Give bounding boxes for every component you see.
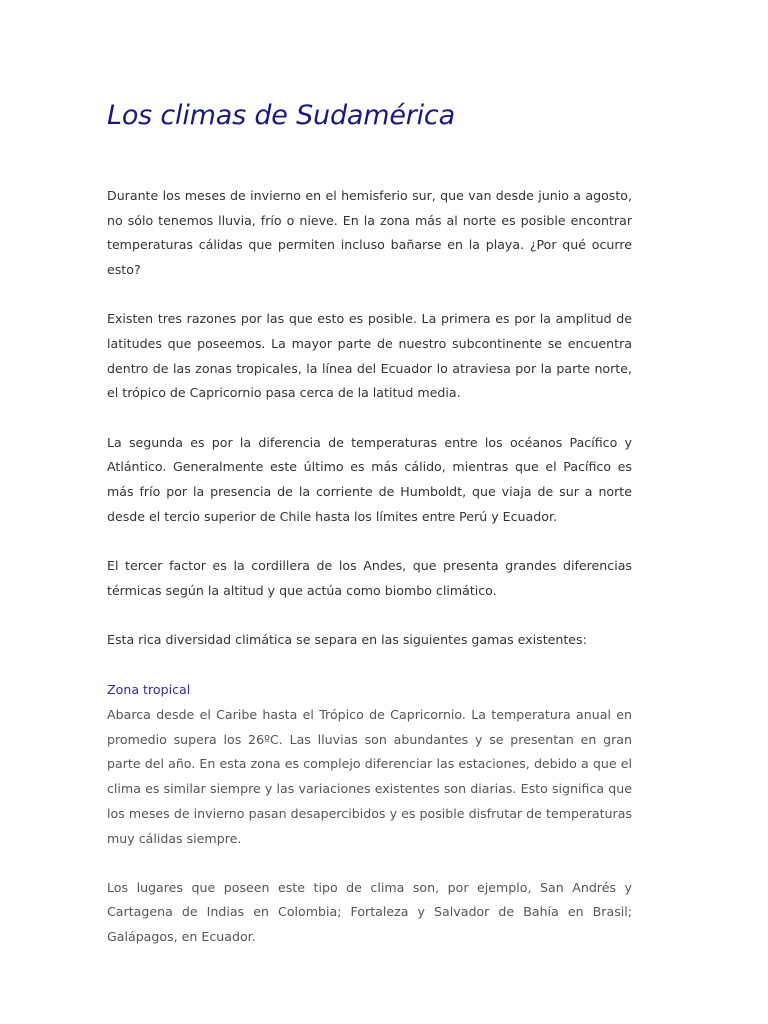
section-heading-tropical-zone: Zona tropical xyxy=(107,682,191,697)
section-paragraph-2: Los lugares que poseen este tipo de clima son, por ejemplo, San Andrés y Cartagena de Indias en Colombia; Fortaleza y Salvador de Bahía en Brasil; Galápagos, en Ecuador. xyxy=(107,879,632,945)
intro-paragraph-1: Durante los meses de invierno en el hemisferio sur, que van desde junio a agosto, no sólo tenemos lluvia, frío o nieve. En la zona más al norte es posible encontrar temperaturas cálidas que permiten incluso bañarse en la playa. ¿Por qué ocurre esto? xyxy=(107,188,632,278)
section-paragraph-1: Abarca desde el Caribe hasta el Trópico de Capricornio. La temperatura anual en promedio supera los 26ºC. Las lluvias son abundantes y se presentan en gran parte del año. En esta zona es complejo diferenciar las estaciones, debido a que el clima es similar siempre y las variaciones existentes son diarias. Esto significa que los meses de invierno pasan desapercibidos y es posible disfrutar de temperaturas muy cálidas siempre. xyxy=(107,707,632,846)
intro-paragraph-2: Existen tres razones por las que esto es posible. La primera es por la amplitud de latitudes que poseemos. La mayor parte de nuestro subcontinente se encuentra dentro de las zonas tropicales, la línea del Ecuador lo atraviesa por la parte norte, el trópico de Capricornio pasa cerca de la latitud media. xyxy=(107,311,632,401)
intro-section xyxy=(107,184,632,677)
document-title: Los climas de Sudamérica xyxy=(107,100,455,131)
tropical-zone-section xyxy=(107,703,632,974)
intro-paragraph-4: El tercer factor es la cordillera de los Andes, que presenta grandes diferencias térmicas según la altitud y que actúa como biombo climático. xyxy=(107,557,632,598)
intro-paragraph-3: La segunda es por la diferencia de temperaturas entre los océanos Pacífico y Atlántico. Generalmente este último es más cálido, mientras que el Pacífico es más frío por la presencia de la corriente de Humboldt, que viaja de sur a norte desde el tercio superior de Chile hasta los límites entre Perú y Ecuador. xyxy=(107,434,632,524)
intro-paragraph-5: Esta rica diversidad climática se separa en las siguientes gamas existentes: xyxy=(107,631,587,647)
